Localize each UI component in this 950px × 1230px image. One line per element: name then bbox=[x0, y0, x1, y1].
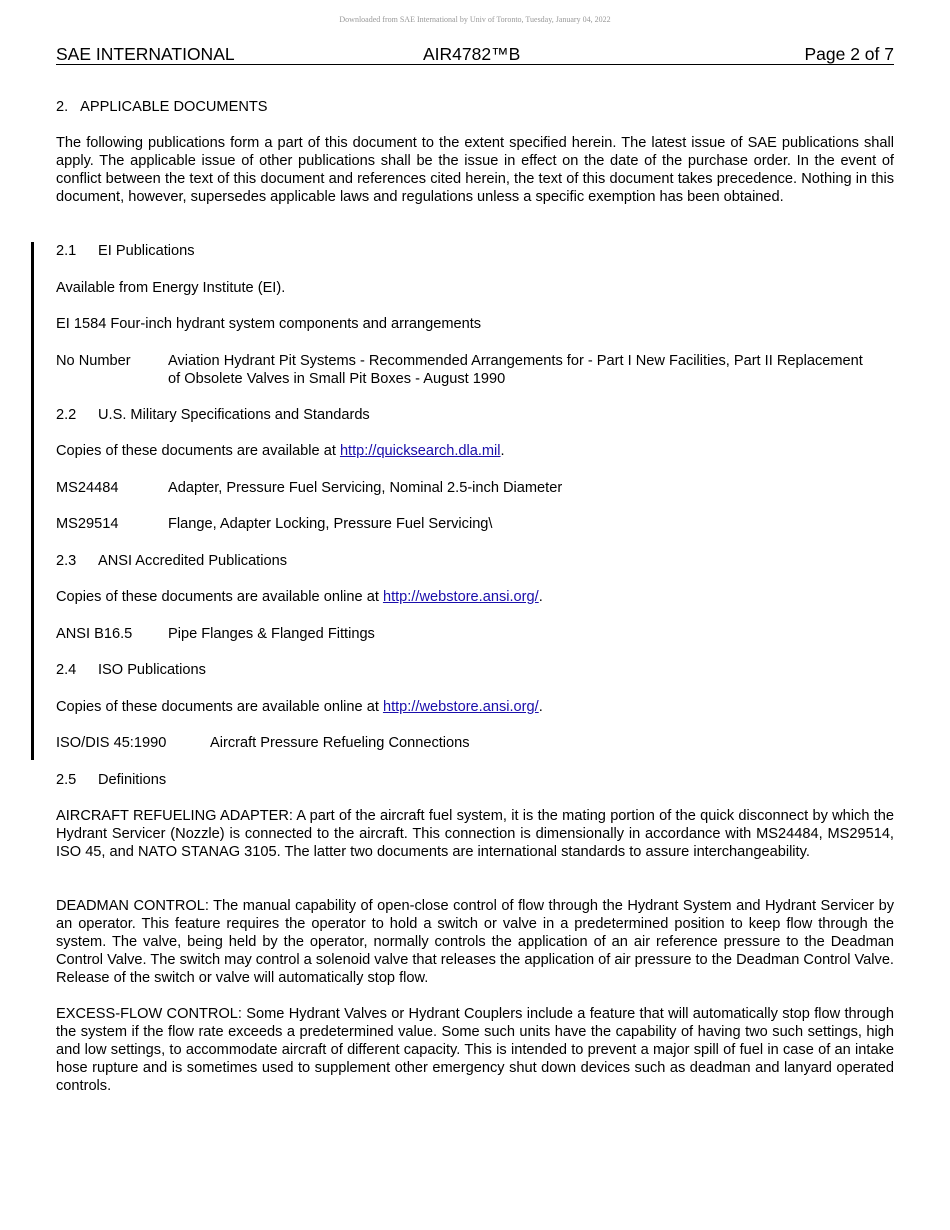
ref-id: No Number bbox=[56, 353, 131, 369]
iso-webstore-link[interactable]: http://webstore.ansi.org/ bbox=[382, 699, 539, 715]
section-title: U.S. Military Specifications and Standards bbox=[98, 407, 370, 423]
definition-excess-flow-control: EXCESS-FLOW CONTROL: Some Hydrant Valves or Hydrant Couplers include a feature that will automatically stop flow through the system if the flow rate exceeds a predetermined value. Some such units have the capability of having two such settings, high and low settings, to accommodate aircraft of different capacity. This is intended to prevent a major spill of fuel in case of an intake hose rupture and is sometimes used to supplement other emergency shut down devices such as deadman and lanyard operated controls. bbox=[56, 1006, 894, 1094]
ref-title: Adapter, Pressure Fuel Servicing, Nominal 2.5-inch Diameter bbox=[168, 480, 563, 496]
section-title: Definitions bbox=[98, 772, 167, 788]
page-header bbox=[56, 44, 894, 65]
ei-availability-text: Available from Energy Institute (EI). bbox=[56, 280, 286, 296]
ref-title: Pipe Flanges & Flanged Fittings bbox=[168, 626, 375, 642]
ref-title-line-1: Aviation Hydrant Pit Systems - Recommended Arrangements for - Part I New Facilities, Part II Replacement bbox=[168, 353, 863, 369]
ref-title: Flange, Adapter Locking, Pressure Fuel Servicing\ bbox=[168, 516, 493, 532]
dla-copies-text: Copies of these documents are available at http://quicksearch.dla.mil. bbox=[56, 443, 505, 459]
ref-title-line-2: of Obsolete Valves in Small Pit Boxes - August 1990 bbox=[168, 371, 506, 387]
ref-id: MS24484 bbox=[56, 480, 119, 496]
revision-change-bar bbox=[31, 242, 34, 760]
section-2-intro: The following publications form a part of this document to the extent specified herein. The latest issue of SAE publications shall apply. The applicable issue of other publications shall be the issue in effect on the date of the purchase order. In the event of conflict between the text of this document and references cited herein, the text of this document takes precedence. Nothing in this document, however, supersedes applicable laws and regulations unless a specific exemption has been obtained. bbox=[56, 135, 894, 205]
iso-copies-text: Copies of these documents are available online at http://webstore.ansi.org/. bbox=[56, 699, 543, 715]
header-doc-id: AIR4782™B bbox=[423, 44, 521, 64]
section-number: 2.4 bbox=[56, 662, 77, 678]
section-title: APPLICABLE DOCUMENTS bbox=[80, 99, 268, 115]
dla-link[interactable]: http://quicksearch.dla.mil bbox=[339, 443, 501, 459]
ref-no-number bbox=[56, 352, 894, 388]
section-title: ANSI Accredited Publications bbox=[98, 553, 288, 569]
ref-ei-1584: EI 1584 Four-inch hydrant system components and arrangements bbox=[56, 316, 482, 332]
ref-id: ANSI B16.5 bbox=[56, 626, 133, 642]
section-number: 2.5 bbox=[56, 772, 77, 788]
section-2-heading bbox=[56, 98, 268, 116]
download-notice: Downloaded from SAE International by Univ of Toronto, Tuesday, January 04, 2022 bbox=[339, 15, 611, 24]
header-org: SAE INTERNATIONAL bbox=[56, 44, 235, 64]
section-number: 2. bbox=[56, 99, 69, 115]
section-number: 2.2 bbox=[56, 407, 77, 423]
ansi-copies-text: Copies of these documents are available online at http://webstore.ansi.org/. bbox=[56, 589, 543, 605]
section-number: 2.1 bbox=[56, 243, 77, 259]
ref-title: Aircraft Pressure Refueling Connections bbox=[210, 735, 470, 751]
definition-deadman-control: DEADMAN CONTROL: The manual capability of open-close control of flow through the Hydrant System and Hydrant Servicer by an operator. This feature requires the operator to hold a switch or valve in a predetermined position to keep flow through the system. The valve, being held by the operator, normally controls the application of an air reference pressure to the Deadman Control Valve. The switch may control a solenoid valve that releases the application of air pressure to the Deadman Control Valve. Release of the switch or valve will automatically stop flow. bbox=[56, 898, 894, 986]
header-page-number: Page 2 of 7 bbox=[804, 44, 894, 64]
section-title: EI Publications bbox=[98, 243, 195, 259]
ref-id: ISO/DIS 45:1990 bbox=[56, 735, 167, 751]
section-title: ISO Publications bbox=[98, 662, 206, 678]
section-number: 2.3 bbox=[56, 553, 77, 569]
definition-aircraft-refueling-adapter: AIRCRAFT REFUELING ADAPTER: A part of the aircraft fuel system, it is the mating portion of the quick disconnect by which the Hydrant Servicer (Nozzle) is connected to the aircraft. This connection is dimensionally in accordance with MS24484, MS29514, ISO 45, and NATO STANAG 3105. The latter two documents are international standards to assure interchangeability. bbox=[56, 808, 894, 860]
ansi-webstore-link[interactable]: http://webstore.ansi.org/ bbox=[382, 589, 539, 605]
ref-id: MS29514 bbox=[56, 516, 119, 532]
